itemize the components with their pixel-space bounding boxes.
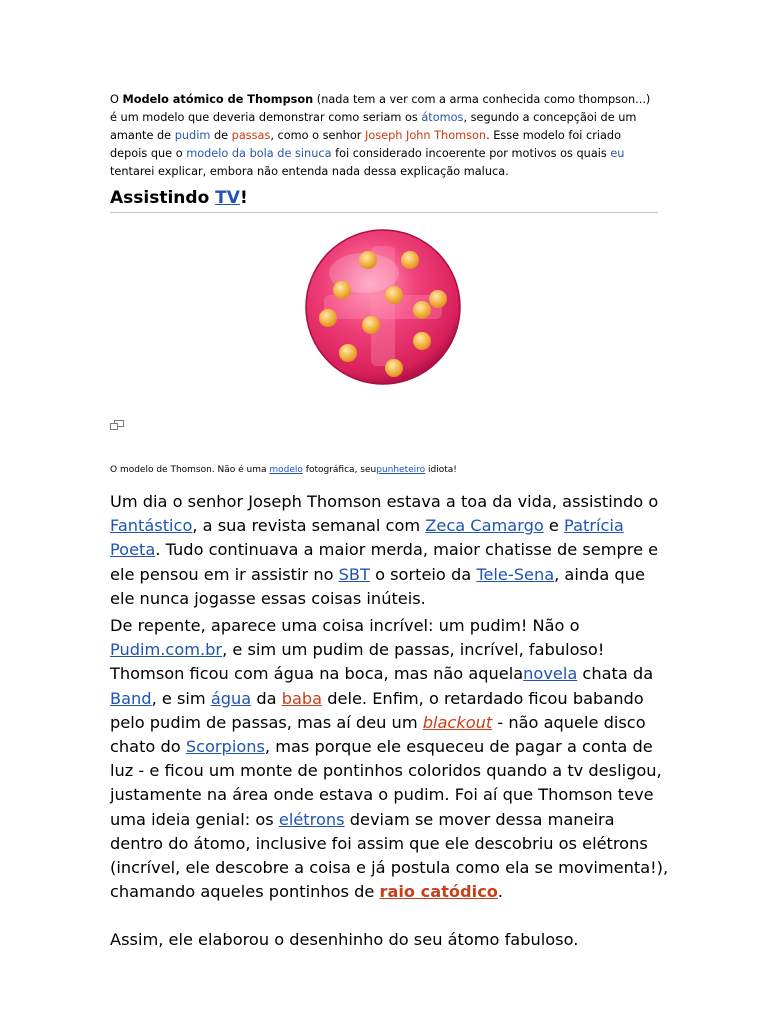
paragraph-text: . Tudo continuava a maior merda, maior chatisse de sempre e ele pensou em ir assistir no (110, 540, 659, 584)
paragraph-text: , e sim (151, 688, 211, 708)
link-modelo[interactable]: modelo (269, 465, 303, 475)
intro-title-bold: Modelo atómico de Thompson (122, 93, 314, 106)
link-eu[interactable]: eu (610, 147, 625, 160)
link-eletrons[interactable]: elétrons (278, 809, 345, 829)
paragraph-text: , mas porque ele esqueceu de pagar a conta de luz - e ficou um monte de pontinhos coloridos quando a tv desligou, justamente na área onde estava o pudim. Foi aí que Thomson teve uma ideia genial: os (110, 737, 662, 829)
paragraph-text: da (251, 688, 282, 708)
link-atomos[interactable]: átomos (421, 111, 464, 124)
intro-text: , como o senhor (270, 129, 365, 142)
link-tele-sena[interactable]: Tele-Sena (476, 564, 555, 584)
paragraph-text: De repente, aparece uma coisa incrível: um pudim! Não o (110, 616, 580, 635)
intro-text: de (210, 129, 232, 142)
link-sbt[interactable]: SBT (338, 564, 370, 584)
link-passas[interactable]: passas (231, 129, 271, 142)
intro-text: O (110, 93, 123, 106)
intro-text: , segundo a concepçãoi de um amante de (110, 111, 637, 142)
paragraph-text: e (543, 516, 565, 536)
link-scorpions[interactable]: Scorpions (185, 737, 265, 757)
link-blackout[interactable]: blackout (422, 712, 493, 732)
link-modelo-bola-sinuca[interactable]: modelo da bola de sinuca (186, 147, 332, 160)
intro-paragraph (110, 91, 655, 181)
link-tv[interactable]: TV (215, 188, 240, 208)
link-novela[interactable]: novela (523, 664, 578, 684)
paragraph-3: Assim, ele elaborou o desenhinho do seu átomo fabuloso. (110, 930, 579, 949)
link-agua[interactable]: água (210, 688, 252, 708)
intro-text: . Esse modelo foi criado depois que o (110, 129, 622, 160)
intro-text: foi considerado incoerente por motivos os quais (331, 147, 611, 160)
thomson-atom-image[interactable] (304, 228, 462, 386)
paragraph-text: o sorteio da (369, 564, 477, 584)
section-heading-text: ! (239, 188, 248, 208)
link-fantastico[interactable]: Fantástico (110, 516, 193, 536)
link-pudim-com-br[interactable]: Pudim.com.br (110, 640, 223, 660)
link-baba[interactable]: baba (281, 688, 323, 708)
intro-text: tentarei explicar, embora não entenda nada dessa explicação maluca. (110, 165, 509, 178)
paragraph-text: , e sim um pudim de passas, incrível, fabuloso! Thomson ficou com água na boca, mas não aquela (110, 640, 605, 684)
paragraph-text: deviam se mover dessa maneira dentro do átomo, inclusive foi assim que ele descobriu os elétrons (incrível, ele descobre a coisa e já postula como ela se movimenta!), chamando aqueles pontinhos de (110, 809, 669, 902)
link-band[interactable]: Band (110, 688, 152, 708)
caption-text: idiota! (425, 465, 457, 475)
paragraph-text: - não aquele disco chato do (110, 712, 646, 757)
paragraph-text: Um dia o senhor Joseph Thomson estava a toa da vida, assistindo o (110, 492, 659, 511)
section-heading-text: Assistindo (110, 188, 216, 208)
link-patricia-poeta[interactable]: Patrícia Poeta (110, 516, 624, 560)
link-pudim[interactable]: pudim (174, 129, 211, 142)
section-heading (110, 186, 658, 213)
intro-text: (nada tem a ver com a arma conhecida como thompson...) é um modelo que deveria demonstrar como seriam os (110, 93, 651, 124)
magnify-icon[interactable] (110, 420, 124, 430)
caption-text: fotográfica, seu (302, 465, 377, 475)
paragraph-text: dele. Enfim, o retardado ficou babando pelo pudim de passas, mas aí deu um (110, 688, 644, 732)
paragraph-text: , ainda que ele nunca jogasse essas coisas inúteis. (110, 564, 645, 608)
link-raio-catodico[interactable]: raio catódico (379, 882, 498, 902)
paragraph-1 (110, 490, 670, 611)
paragraph-text: , a sua revista semanal com (192, 516, 426, 536)
link-punheteiro[interactable]: punheteiro (376, 465, 426, 475)
link-zeca-camargo[interactable]: Zeca Camargo (425, 516, 544, 536)
image-caption (110, 463, 457, 477)
paragraph-text: chata da (577, 664, 654, 684)
link-joseph-john-thomson[interactable]: Joseph John Thomson (364, 129, 487, 142)
paragraph-2 (110, 614, 670, 904)
caption-text: O modelo de Thomson. Não é uma (110, 465, 270, 475)
paragraph-text: . (497, 882, 504, 902)
